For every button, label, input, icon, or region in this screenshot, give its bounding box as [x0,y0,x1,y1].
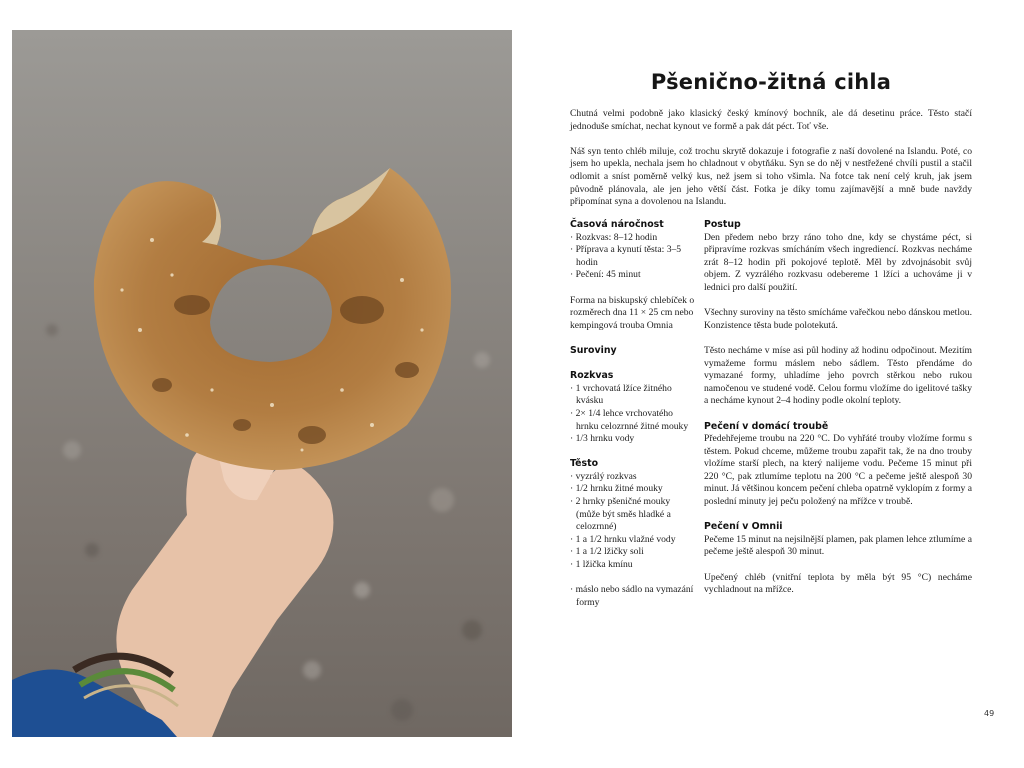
method-column [704,219,972,609]
time-list [570,232,696,282]
list-item: · 1 vrchovatá lžíce žitného kvásku [570,383,696,408]
list-item: · 2× 1/4 lehce vrchovatého hrnku celozrnné žitné mouky [570,408,696,433]
ingredients-heading: Suroviny [570,344,617,356]
testo-heading: Těsto [570,458,599,470]
list-item: · máslo nebo sádlo na vymazání formy [570,584,696,609]
method-paragraph: Těsto necháme v míse asi půl hodiny až hodinu odpočinout. Mezitím vymažeme formu máslem nebo sádlem. Těsto přendáme do vymazané formy, uhladíme jeho povrch stěrkou nebo rukou namočenou ve studené vodě. Celou formu vložíme do igelitové tašky a necháme kynout 2–4 hodiny podle okolní teploty. [704,344,972,407]
omnia-heading: Pečení v Omnii [704,521,783,533]
cooling-paragraph: Upečený chléb (vnitřní teplota by měla být 95 °C) necháme vychladnout na mřížce. [704,571,972,596]
bread-illustration [12,30,512,737]
method-paragraph: Den předem nebo brzy ráno toho dne, kdy se chystáme péct, si připravíme rozkvas smícháním všech ingrediencí. Rozkvas necháme zrát 8–12 hodin při pokojové teplotě. Měl by zdvojnásobit svůj objem. Z vyzrálého rozkvasu odebereme 1 lžíci a uchováme ji v lednici pro další použití. [704,231,972,293]
oven-heading: Pečení v domácí troubě [704,420,829,432]
page-title: Pšenično-žitná cihla [650,70,892,94]
intro-paragraph: Chutná velmi podobně jako klasický český kmínový bochník, ale dá desetinu práce. Těsto stačí jednoduše smíchat, nechat kynout ve formě a pak dát péct. Toť vše. [570,108,972,132]
method-paragraph: Všechny suroviny na těsto smícháme vařečkou nebo dánskou metlou. Konzistence těsta bude polotekutá. [704,307,972,331]
list-item: · 1 lžička kmínu [570,559,696,572]
list-item: · 1 a 1/2 hrnku vlažné vody [570,534,696,547]
intro-text [570,108,972,221]
sidebar-column [570,219,696,609]
postup-heading: Postup [704,219,741,230]
bread-photo [12,30,512,737]
list-item: · 1 a 1/2 lžičky soli [570,546,696,559]
rozkvas-list [570,383,696,446]
extra-list [570,584,696,609]
rozkvas-heading: Rozkvas [570,370,614,382]
page-number: 49 [984,709,995,718]
list-item: · 1/3 hrnku vody [570,433,696,446]
list-item: · vyzrálý rozkvas [570,471,696,484]
intro-paragraph: Náš syn tento chléb miluje, což trochu skrytě dokazuje i fotografie z naší dovolené na Islandu. Poté, co jsem ho upekla, nechala jsem ho chladnout v obytňáku. Syn se do něj v nestřežené chvíli pustil a stačil odlomit a sníst poměrně velký kus, než jsem si toho všimla. Na fotce tak není celý kruh, jak jsem původně plánovala, ale jen jeho větší část. Fotka je díky tomu zajímavější a mně bude navždy připomínat syna a dovolenou na Islandu. [570,145,972,208]
list-item: · 1/2 hrnku žitné mouky [570,483,696,496]
list-item: · 2 hrnky pšeničné mouky (může být směs hladké a celozrnné) [570,496,696,534]
list-item: · Pečení: 45 minut [570,269,696,282]
omnia-paragraph: Pečeme 15 minut na nejsilnější plamen, pak plamen lehce ztlumíme a pečeme ještě alespoň 30 minut. [704,533,972,558]
form-description: Forma na biskupský chlebíček o rozměrech dna 11 × 25 cm nebo kempingová trouba Omnia [570,294,695,331]
list-item: · Příprava a kynutí těsta: 3–5 hodin [570,244,696,269]
testo-list [570,471,696,572]
time-heading: Časová náročnost [570,219,664,230]
list-item: · Rozkvas: 8–12 hodin [570,232,696,245]
recipe-page [570,0,972,768]
oven-paragraph: Předehřejeme troubu na 220 °C. Do vyhřáté trouby vložíme formu s těstem. Pokud chceme, můžeme troubu zapařit tak, že na dno trouby vložíme starší plech, na který nalijeme vodu. Pečeme 15 minut při 220 °C, pak ztlumíme teplotu na 200 °C a pečeme ještě alespoň 30 minut. Já většinou koncem pečení chleba opatrně vyklopím z formy a poslední minuty jej peču položený na mřížce v troubě. [704,433,972,508]
